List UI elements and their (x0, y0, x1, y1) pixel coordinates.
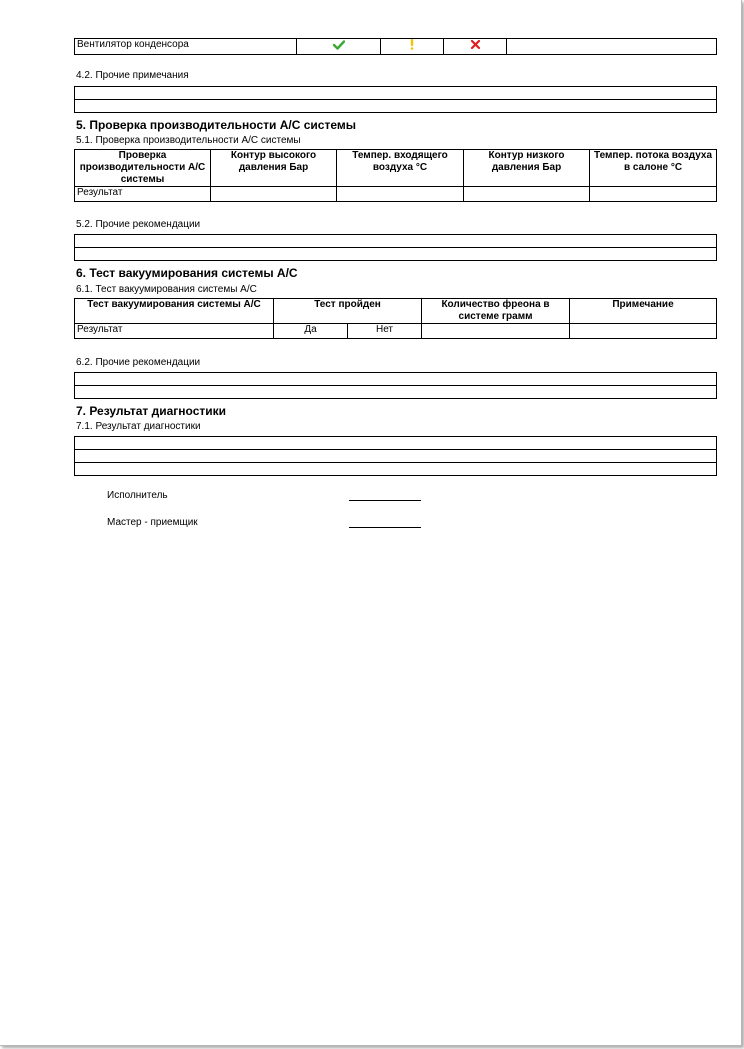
vacuum-result-label: Результат (75, 324, 274, 339)
warning-icon (410, 39, 414, 50)
recommendations-6-table (74, 372, 717, 399)
vacuum-freon-cell[interactable] (422, 324, 570, 339)
section-4-2-title: 4.2. Прочие примечания (76, 70, 189, 81)
performance-header: Контур низкого давления Бар (464, 150, 590, 187)
fan-row-note[interactable] (507, 39, 717, 55)
fan-row-table (74, 38, 717, 55)
performance-table (74, 149, 717, 202)
vacuum-test-table (74, 298, 717, 339)
diagnostics-result-line[interactable] (75, 450, 717, 463)
section-5-heading: 5. Проверка производительности А/С системы (76, 118, 356, 132)
check-icon (333, 40, 345, 50)
executor-signature-line[interactable] (349, 500, 421, 501)
section-5-2-title: 5.2. Прочие рекомендации (76, 219, 201, 230)
vacuum-no-option[interactable]: Нет (348, 324, 422, 339)
performance-header: Темпер. потока воздуха в салоне °С (590, 150, 717, 187)
diagnostics-result-line[interactable] (75, 437, 717, 450)
diagnostics-result-table (74, 436, 717, 476)
performance-cell[interactable] (337, 187, 464, 202)
vacuum-header: Примечание (570, 299, 717, 324)
section-7-1-title: 7.1. Результат диагностики (76, 421, 201, 432)
notes-4-table (74, 86, 717, 113)
executor-label: Исполнитель (107, 490, 168, 501)
section-5-1-title: 5.1. Проверка производительности А/С системы (76, 135, 301, 146)
performance-cell[interactable] (590, 187, 717, 202)
performance-cell[interactable] (211, 187, 337, 202)
cross-icon (471, 40, 480, 49)
performance-header: Контур высокого давления Бар (211, 150, 337, 187)
performance-header: Проверка производительности А/С системы (75, 150, 211, 187)
section-6-1-title: 6.1. Тест вакуумирования системы А/С (76, 284, 257, 295)
performance-header: Темпер. входящего воздуха °С (337, 150, 464, 187)
warning-cell[interactable] (381, 39, 444, 55)
cross-cell[interactable] (444, 39, 507, 55)
recommendations-5-line[interactable] (75, 248, 717, 261)
section-7-heading: 7. Результат диагностики (76, 404, 227, 418)
diagnostics-result-line[interactable] (75, 463, 717, 476)
master-label: Мастер - приемщик (107, 517, 198, 528)
vacuum-header: Количество фреона в системе грамм (422, 299, 570, 324)
recommendations-5-table (74, 234, 717, 261)
recommendations-5-line[interactable] (75, 235, 717, 248)
vacuum-yes-option[interactable]: Да (274, 324, 348, 339)
vacuum-header: Тест пройден (274, 299, 422, 324)
vacuum-note-cell[interactable] (570, 324, 717, 339)
section-6-2-title: 6.2. Прочие рекомендации (76, 357, 201, 368)
master-signature-line[interactable] (349, 527, 421, 528)
recommendations-6-line[interactable] (75, 386, 717, 399)
check-cell[interactable] (297, 39, 381, 55)
performance-result-label: Результат (75, 187, 211, 202)
recommendations-6-line[interactable] (75, 373, 717, 386)
notes-4-line[interactable] (75, 100, 717, 113)
vacuum-header: Тест вакуумирования системы А/С (75, 299, 274, 324)
section-6-heading: 6. Тест вакуумирования системы А/С (76, 266, 298, 280)
performance-cell[interactable] (464, 187, 590, 202)
notes-4-line[interactable] (75, 87, 717, 100)
fan-row-label: Вентилятор конденсора (75, 39, 297, 55)
